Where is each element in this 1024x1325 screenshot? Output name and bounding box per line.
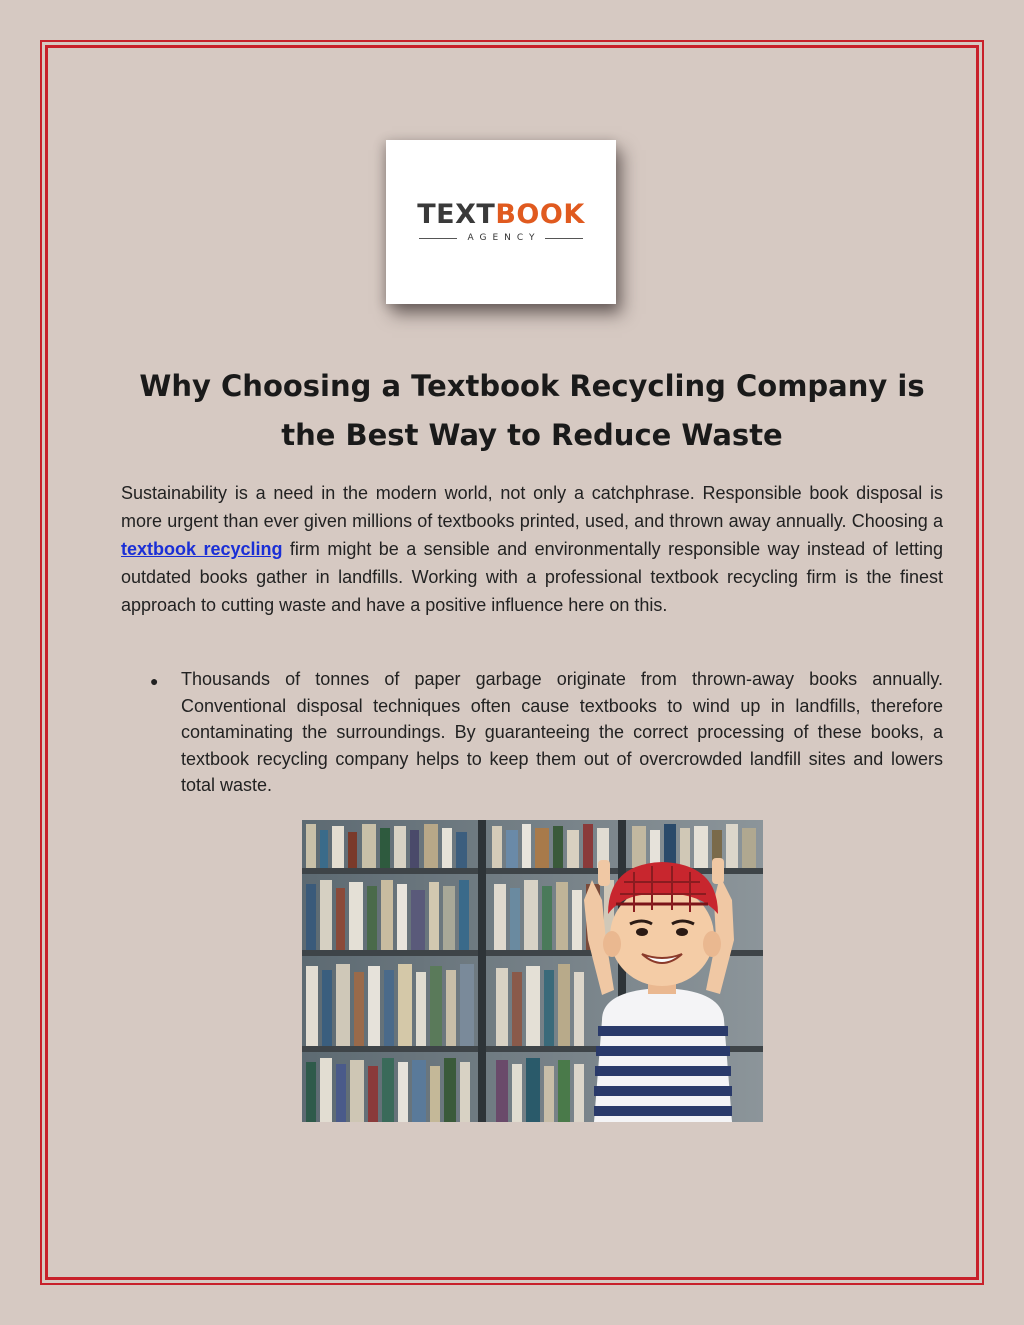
intro-text-start: Sustainability is a need in the modern world, not only a catchphrase. Responsible book disposal is more urgent than ever given millions of textbooks printed, used, and thrown away annually. Choosing a [121, 483, 943, 531]
logo-agency-row [394, 231, 608, 245]
textbook-agency-logo [386, 140, 616, 304]
shelf-post [478, 820, 486, 1122]
bullet-item: Thousands of tonnes of paper garbage originate from thrown-away books annually. Conventional disposal techniques often cause textbooks to wind up in landfills, therefore contaminating the surroundings. By guaranteeing the correct processing of these books, a textbook recycling company helps to keep them out of overcrowded landfill sites and lowers total waste. [181, 669, 943, 795]
logo-agency-part: AGENCY [467, 233, 541, 243]
page-title: Why Choosing a Textbook Recycling Company is the Best Way to Reduce Waste [139, 369, 925, 452]
intro-paragraph [121, 479, 943, 619]
logo-wordmark [394, 200, 608, 230]
bullet-marker: ● [150, 673, 159, 689]
logo-text-part: TEXT [417, 199, 496, 230]
child-library-photo [302, 820, 763, 1122]
logo-rule-right [545, 238, 583, 239]
textbook-recycling-link[interactable]: textbook recycling [121, 539, 283, 559]
intro-text-end: firm might be a sensible and environmentally responsible way instead of letting outdated books gather in landfills. Working with a professional textbook recycling firm is the finest approach to cutting waste and have a positive influence here on this. [121, 539, 943, 615]
logo-book-part: BOOK [495, 199, 585, 230]
logo-rule-left [419, 238, 457, 239]
